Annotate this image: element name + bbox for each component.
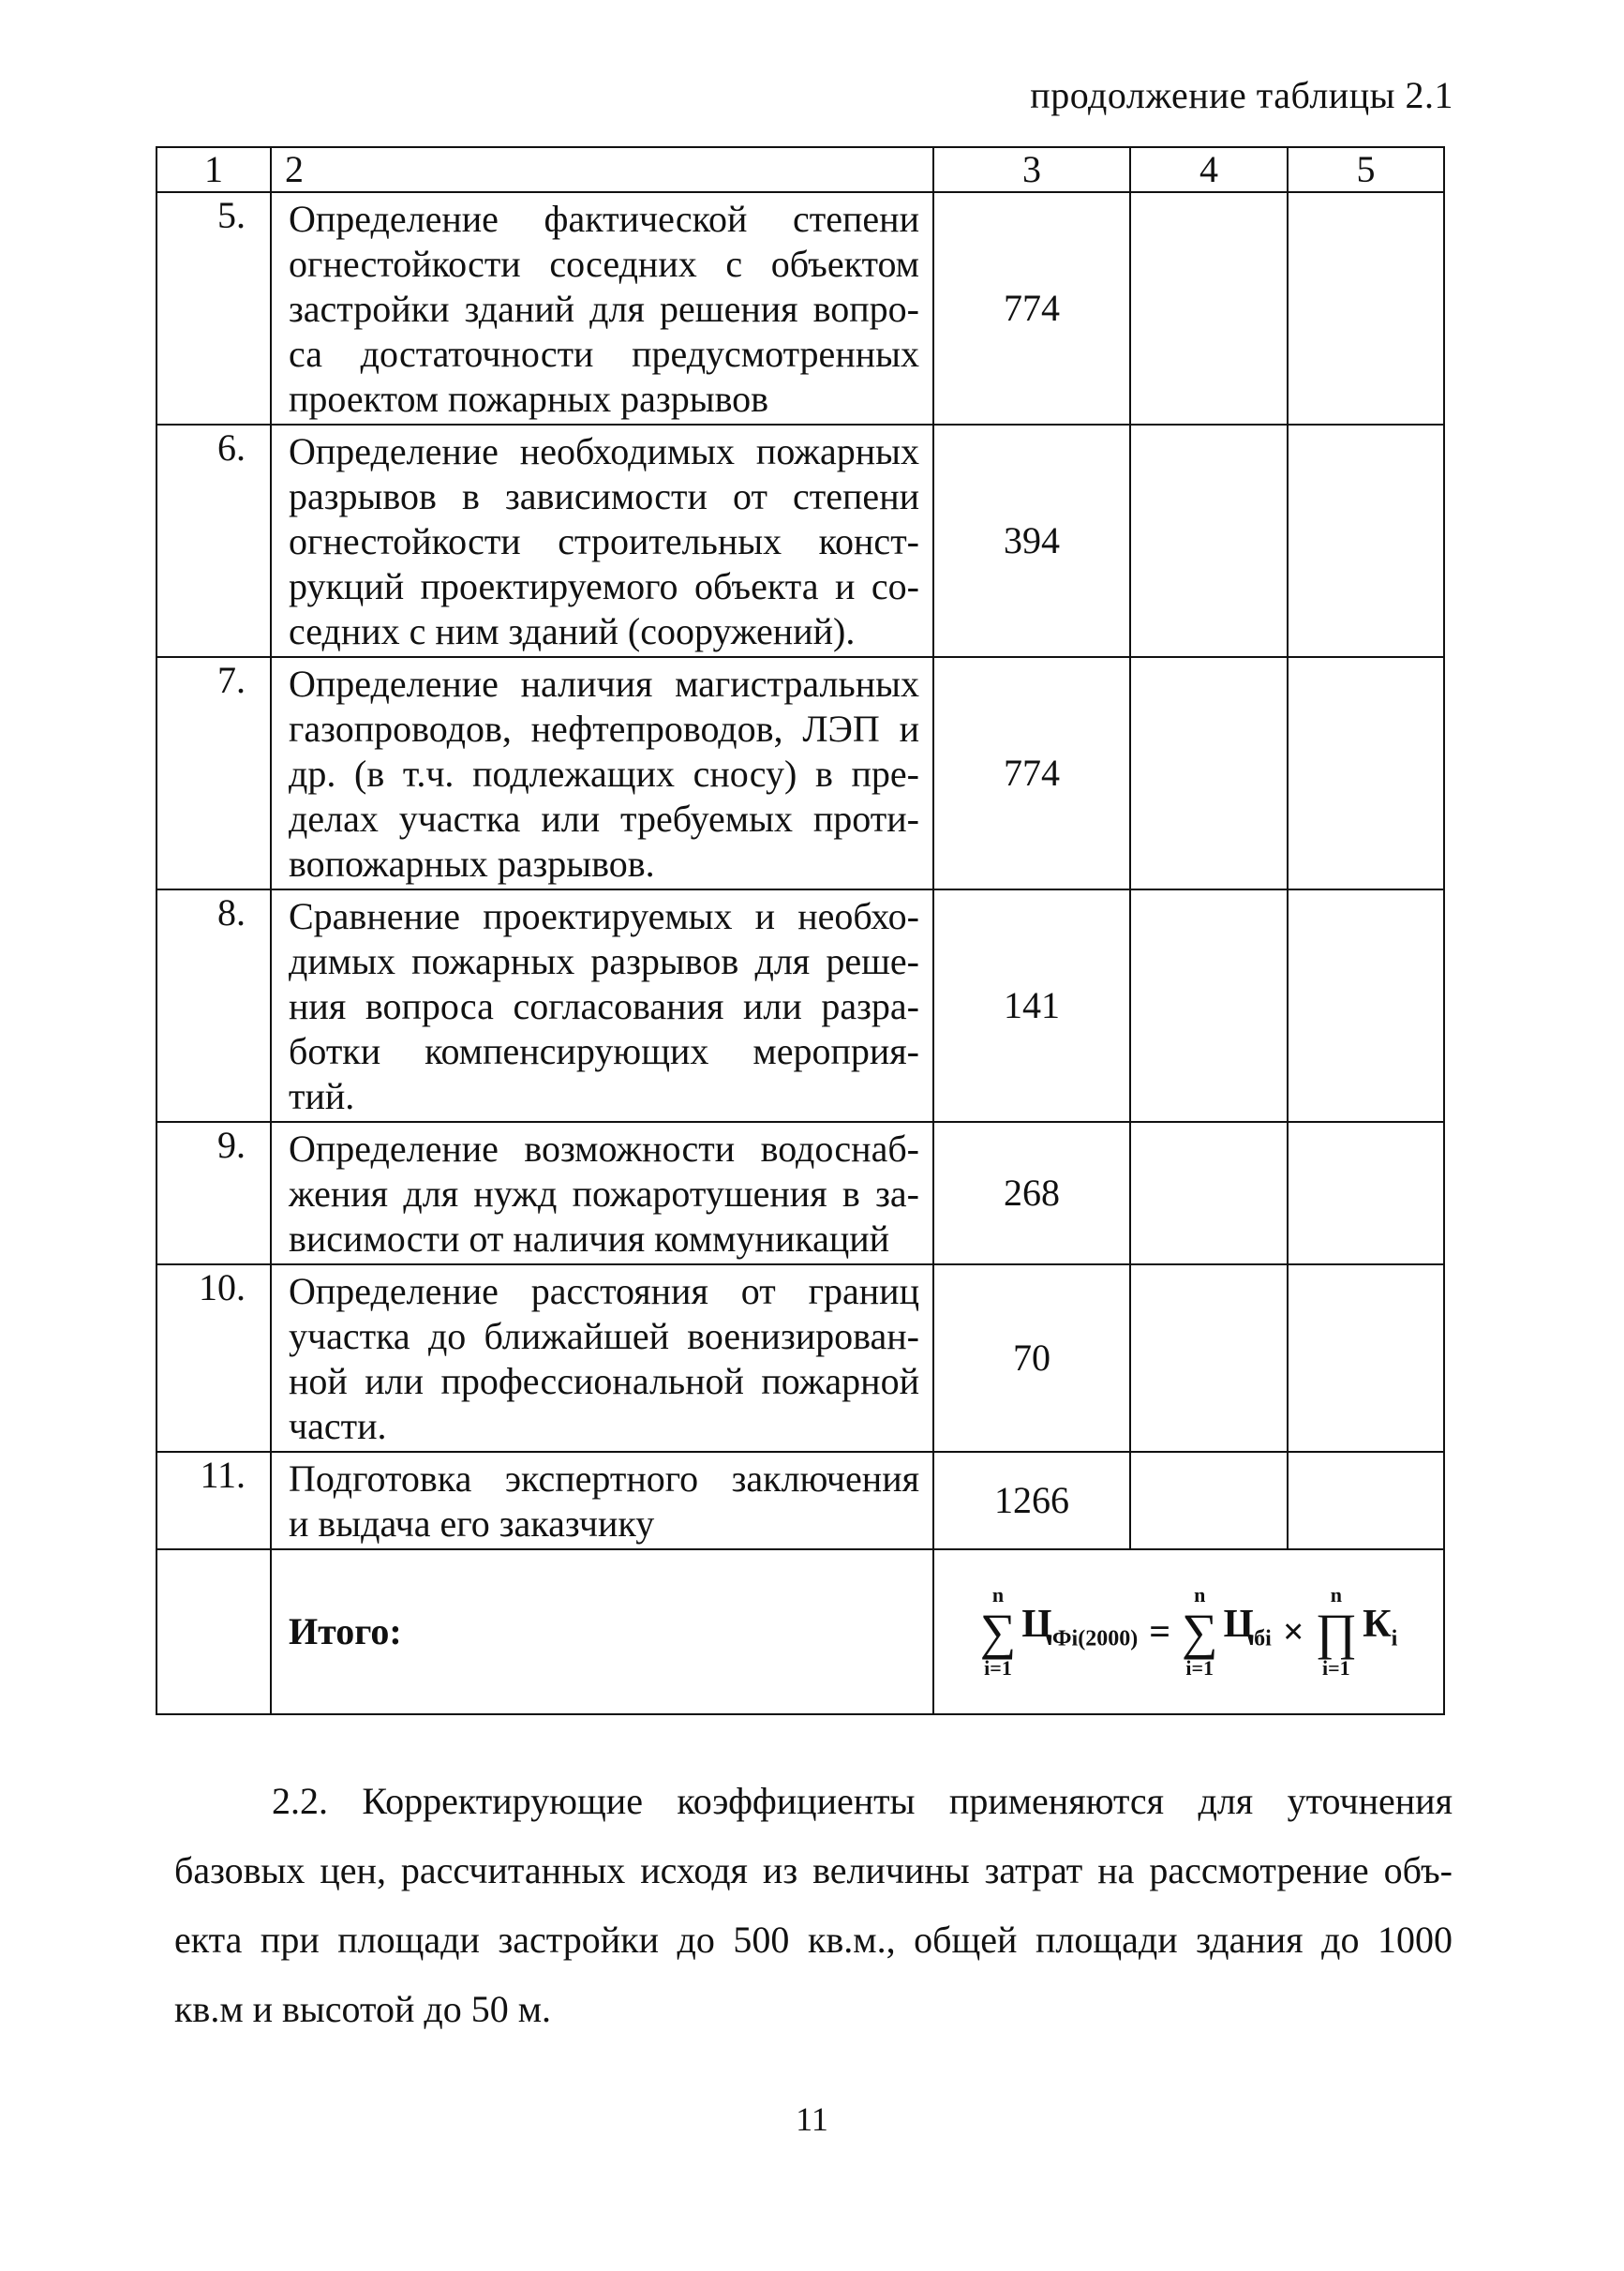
header-cell-3: 3	[933, 147, 1130, 192]
description-line: Определение наличия магистральных	[289, 663, 919, 705]
description-line: др. (в т.ч. подлежащих сносу) в пре-	[289, 753, 919, 795]
description-line: жения для нужд пожаротушения в за-	[289, 1173, 919, 1215]
row-number: 5.	[156, 192, 271, 425]
sum-operator-lhs: n ∑ i=1	[979, 1583, 1017, 1680]
description-line: разрывов в зависимости от степени	[289, 475, 919, 517]
description-line: тий.	[289, 1075, 355, 1117]
formula-times: ×	[1282, 1610, 1304, 1652]
description-line: Определение фактической степени	[289, 198, 919, 240]
description-line: ной или профессиональной пожарной	[289, 1360, 919, 1402]
description-line: Сравнение проектируемых и необхо-	[289, 895, 919, 937]
row-empty-cell-c4	[1130, 889, 1288, 1122]
description-line: огнестойкости соседних с объектом	[289, 243, 919, 285]
page-number: 11	[796, 2100, 828, 2138]
description-line: части.	[289, 1405, 387, 1447]
row-description	[271, 192, 933, 425]
section-2-2-paragraph	[174, 1767, 1453, 2044]
description-line: и выдача его заказчику	[289, 1502, 655, 1545]
description-line: рукций проектируемого объекта и со-	[289, 565, 919, 607]
row-empty-cell-c5	[1288, 889, 1444, 1122]
row-description	[271, 425, 933, 657]
row-empty-cell-c5	[1288, 192, 1444, 425]
total-num-cell	[156, 1549, 271, 1714]
row-empty-cell-c4	[1130, 192, 1288, 425]
row-description	[271, 657, 933, 889]
table-row	[156, 657, 1444, 889]
row-empty-cell-c4	[1130, 1122, 1288, 1264]
description-line: делах участка или требуемых проти-	[289, 798, 919, 840]
header-cell-1: 1	[156, 147, 271, 192]
description-line: Определение расстояния от границ	[289, 1270, 919, 1312]
row-price: 1266	[933, 1452, 1130, 1549]
description-line: Определение возможности водоснаб-	[289, 1128, 919, 1170]
header-cell-5: 5	[1288, 147, 1444, 192]
row-empty-cell-c5	[1288, 657, 1444, 889]
table-row	[156, 425, 1444, 657]
description-line: ботки компенсирующих мероприя-	[289, 1030, 919, 1072]
paragraph-line: екта при площади застройки до 500 кв.м., общей площади здания до 1000	[174, 1919, 1453, 1961]
row-empty-cell-c4	[1130, 425, 1288, 657]
description-line: Определение необходимых пожарных	[289, 430, 919, 472]
formula-coefficient-term: $К_i$	[1363, 1603, 1398, 1651]
description-line: проектом пожарных разрывов	[289, 378, 769, 420]
header-cell-4: 4	[1130, 147, 1288, 192]
row-empty-cell-c5	[1288, 1452, 1444, 1549]
formula-base-price-term: $Ц_{бi}$	[1223, 1603, 1272, 1651]
description-line: са достаточности предусмотренных	[289, 333, 919, 375]
product-operator: n ∏ i=1	[1315, 1583, 1358, 1680]
paragraph-line: 2.2. Корректирующие коэффициенты применяются для уточнения	[272, 1780, 1453, 1822]
paragraph-line: базовых цен, рассчитанных исходя из величины затрат на рассмотрение объ-	[174, 1849, 1453, 1891]
row-price: 268	[933, 1122, 1130, 1264]
description-line: Подготовка экспертного заключения	[289, 1457, 919, 1500]
row-number: 11.	[156, 1452, 271, 1549]
table-continuation-caption: продолжение таблицы 2.1	[1030, 74, 1453, 116]
table-header-row	[156, 147, 1444, 192]
price-table	[156, 146, 1445, 1715]
header-cell-2: 2	[271, 147, 933, 192]
row-empty-cell-c4	[1130, 1452, 1288, 1549]
description-line: димых пожарных разрывов для реше-	[289, 940, 919, 982]
description-line: застройки зданий для решения вопро-	[289, 288, 919, 330]
table-row	[156, 889, 1444, 1122]
row-number: 7.	[156, 657, 271, 889]
row-price: 774	[933, 657, 1130, 889]
description-line: вопожарных разрывов.	[289, 843, 655, 885]
row-empty-cell-c4	[1130, 657, 1288, 889]
formula-equals: =	[1149, 1610, 1170, 1652]
row-description	[271, 1122, 933, 1264]
row-price: 394	[933, 425, 1130, 657]
row-empty-cell-c4	[1130, 1264, 1288, 1452]
total-formula	[933, 1549, 1444, 1714]
row-number: 10.	[156, 1264, 271, 1452]
total-label: Итого:	[271, 1549, 933, 1714]
paragraph-line: кв.м и высотой до 50 м.	[174, 1988, 552, 2030]
table-row	[156, 1452, 1444, 1549]
sum-operator-rhs: n ∑ i=1	[1181, 1583, 1218, 1680]
table-row	[156, 1264, 1444, 1452]
table-row	[156, 192, 1444, 425]
row-price: 774	[933, 192, 1130, 425]
table-row	[156, 1122, 1444, 1264]
formula-lhs-term: $Ц_{Фi(2000)}$	[1021, 1603, 1139, 1651]
description-line: ния вопроса согласования или разра-	[289, 985, 919, 1027]
description-line: огнестойкости строительных конст-	[289, 520, 919, 562]
total-row	[156, 1549, 1444, 1714]
description-line: участка до ближайшей военизирован-	[289, 1315, 919, 1357]
description-line: висимости от наличия коммуникаций	[289, 1218, 890, 1260]
row-empty-cell-c5	[1288, 1122, 1444, 1264]
row-description	[271, 889, 933, 1122]
row-price: 70	[933, 1264, 1130, 1452]
row-empty-cell-c5	[1288, 1264, 1444, 1452]
row-description	[271, 1452, 933, 1549]
row-number: 6.	[156, 425, 271, 657]
row-description	[271, 1264, 933, 1452]
row-price: 141	[933, 889, 1130, 1122]
row-number: 9.	[156, 1122, 271, 1264]
row-empty-cell-c5	[1288, 425, 1444, 657]
description-line: газопроводов, нефтепроводов, ЛЭП и	[289, 708, 919, 750]
description-line: седних с ним зданий (сооружений).	[289, 610, 856, 652]
row-number: 8.	[156, 889, 271, 1122]
